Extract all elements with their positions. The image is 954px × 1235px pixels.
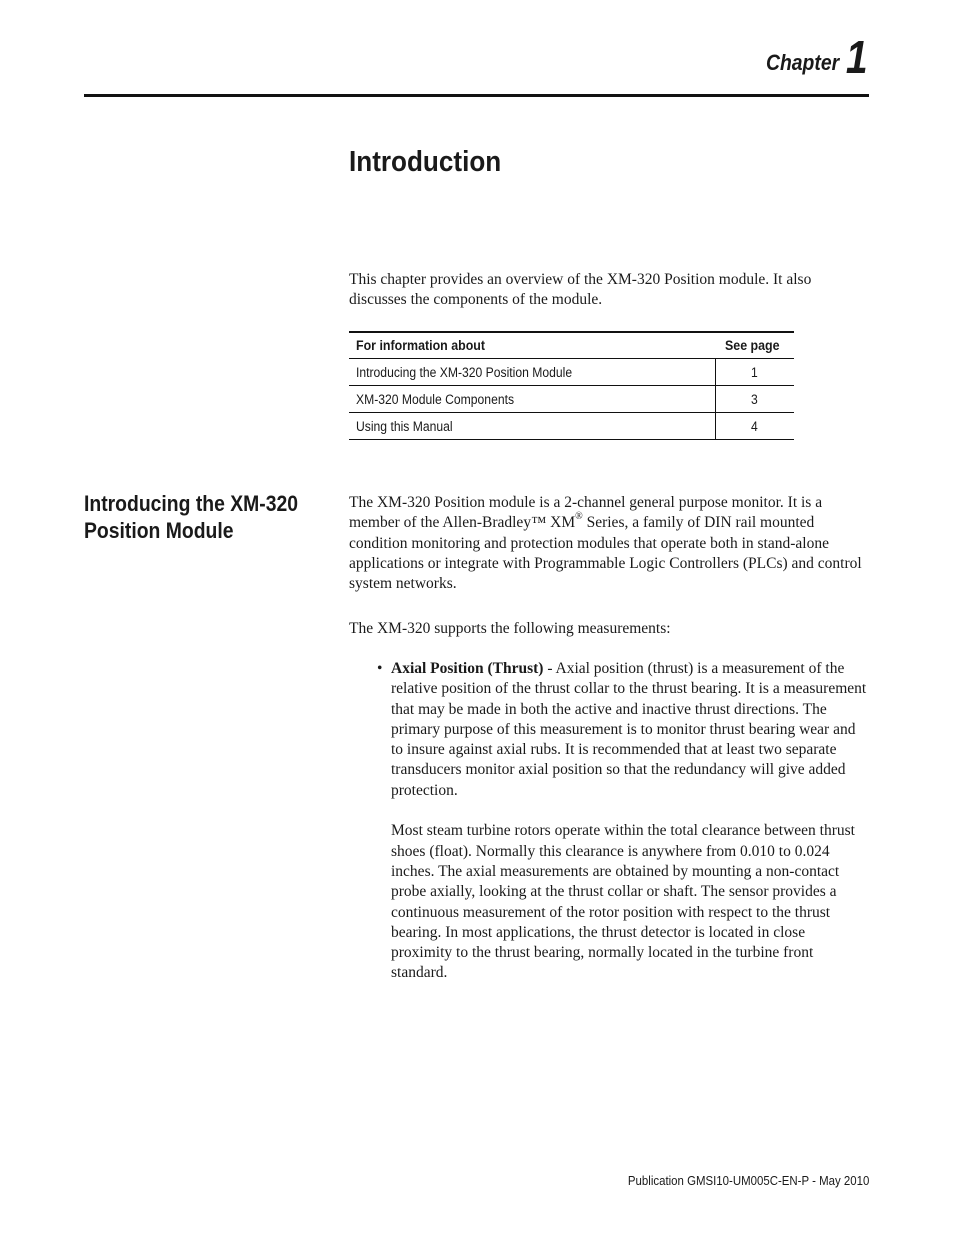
toc-topic[interactable]: XM-320 Module Components	[356, 391, 515, 407]
measurements-intro: The XM-320 supports the following measurements:	[349, 620, 671, 637]
bullet-paragraph	[391, 659, 869, 801]
chapter-label: Chapter	[765, 50, 839, 75]
bullet-icon: •	[377, 660, 383, 677]
bullet-text: - Axial position (thrust) is a measurement of the relative position of the thrust collar to the thrust bearing. It is a measurement that may be made in both the active and inactive thrust directions. The primary purpose of this measurement is to monitor thrust bearing wear and to insure against axial rubs. It is recommended that at least two separate transducers monitor axial position so that the redundancy will give added protection.	[391, 660, 867, 799]
toc-row[interactable]	[349, 413, 794, 440]
intro-paragraph: This chapter provides an overview of the XM-320 Position module. It also discusses the components of the module.	[349, 271, 812, 309]
toc-row[interactable]	[349, 386, 794, 413]
toc-row[interactable]	[349, 359, 794, 386]
toc-page: 3	[716, 386, 795, 413]
toc-header-page: See page	[725, 338, 780, 353]
publication-footer: Publication GMSI10-UM005C-EN-P - May 2010	[627, 1173, 869, 1188]
chapter-rule	[84, 94, 869, 97]
toc-topic[interactable]: Introducing the XM-320 Position Module	[356, 364, 573, 380]
toc-header-topic: For information about	[356, 338, 486, 353]
toc-page: 4	[716, 413, 795, 440]
section-paragraph-part-a: The XM-320 Position module is a 2-channel general purpose monitor. It is a member of the Allen-Bradley™ XM	[349, 494, 823, 532]
toc-page: 1	[716, 359, 795, 386]
toc-header-row	[349, 332, 794, 359]
section-paragraph-part-b: Series, a family of DIN rail mounted condition monitoring and protection modules that operate both in stand-alone applications or integrate with Programmable Logic Controllers (PLCs) and control system networks.	[349, 514, 862, 593]
bullet-term: Axial Position (Thrust)	[391, 660, 544, 677]
list-item	[377, 659, 869, 984]
section-paragraph	[349, 493, 869, 594]
measurements-list	[377, 659, 869, 984]
chapter-number: 1	[846, 31, 868, 83]
page-title: Introduction	[349, 146, 502, 178]
section-heading: Introducing the XM-320 Position Module	[84, 491, 299, 543]
registered-mark: ®	[575, 511, 583, 523]
toc-table	[349, 331, 794, 440]
toc-topic[interactable]: Using this Manual	[356, 418, 453, 434]
bullet-sub-paragraph: Most steam turbine rotors operate within the total clearance between thrust shoes (float). Normally this clearance is anywhere from 0.010 to 0.024 inches. The axial measurements are obtained by mounting a non-contact probe axially, looking at the thrust collar or shaft. The sensor provides a continuous measurement of the rotor position with respect to the thrust bearing. In most applications, the thrust detector is located in close proximity to the thrust bearing, normally located in the turbine front standard.	[391, 822, 855, 982]
